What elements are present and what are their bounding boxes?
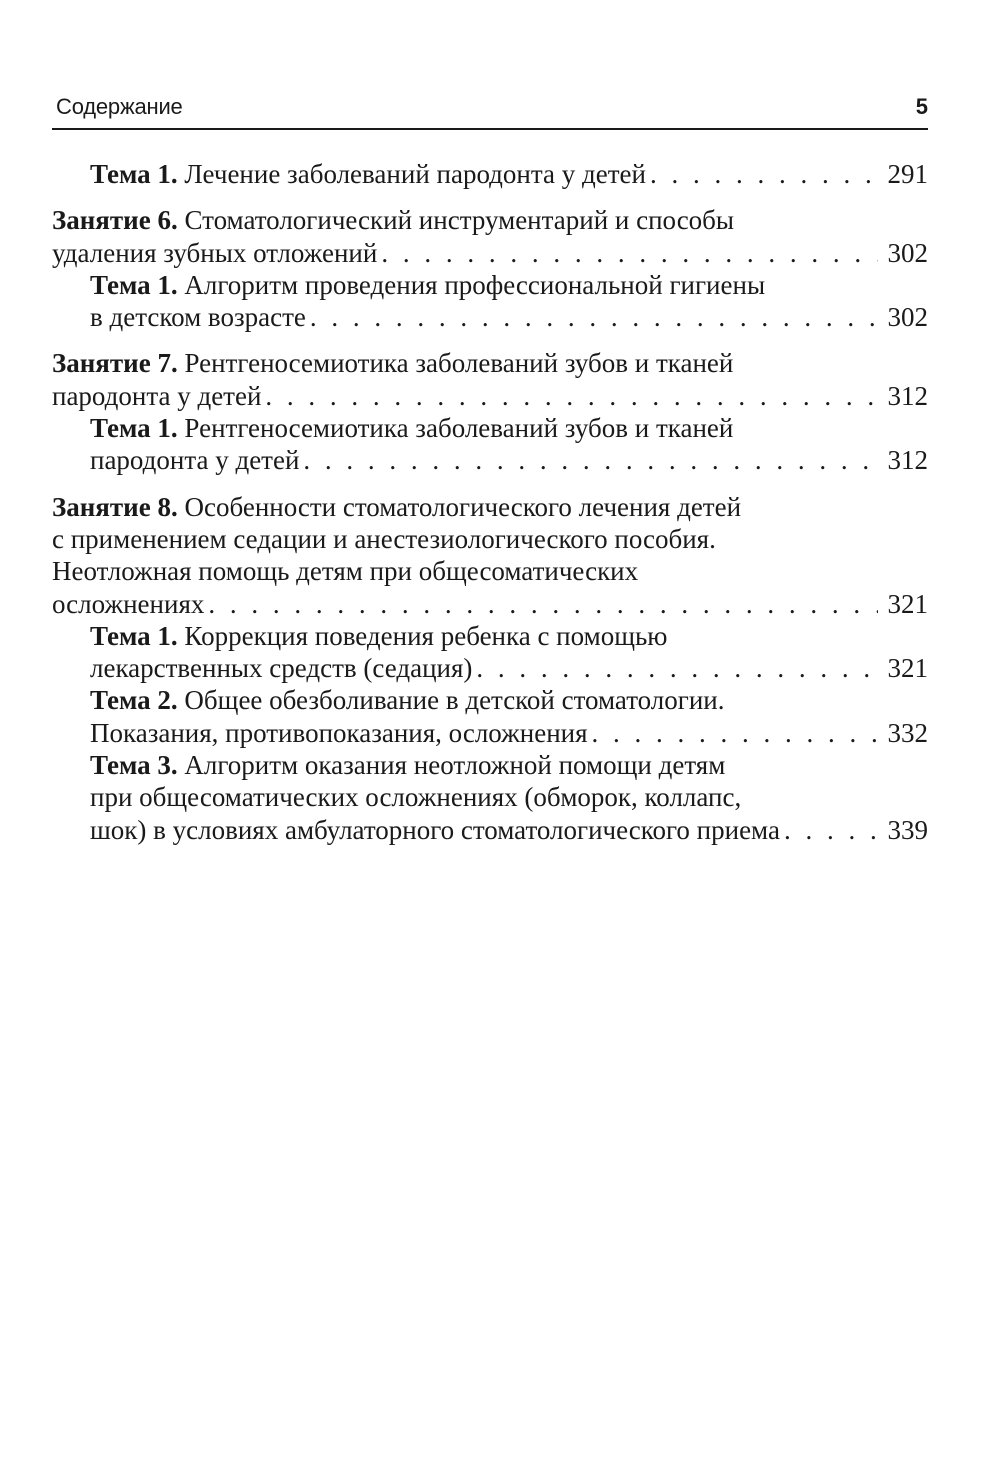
entry-label: Тема 2. xyxy=(90,685,178,716)
toc-topic-entry xyxy=(90,749,928,846)
entry-text: Лечение заболеваний пародонта у детей xyxy=(184,159,646,189)
entry-label: Тема 1. xyxy=(90,269,178,300)
toc-line xyxy=(52,491,928,523)
dot-leader xyxy=(476,652,878,684)
toc-line xyxy=(90,814,928,846)
entry-text: с применением седации и анестезиологического пособия. xyxy=(52,523,716,554)
toc-line xyxy=(90,301,928,333)
entry-label: Тема 1. xyxy=(90,159,178,189)
toc-lesson-entry xyxy=(52,491,928,620)
entry-page-number: 321 xyxy=(887,588,928,619)
toc-lesson-entry xyxy=(52,347,928,412)
entry-label: Занятие 6. xyxy=(52,205,178,236)
toc-lesson-entry xyxy=(52,204,928,269)
entry-text: Показания, противопоказания, осложнения xyxy=(90,717,588,748)
toc-line xyxy=(90,781,928,813)
toc-line xyxy=(90,717,928,749)
entry-text: пародонта у детей xyxy=(90,445,300,476)
entry-text: шок) в условиях амбулаторного стоматологического приема xyxy=(90,814,780,845)
entry-text: Неотложная помощь детям при общесоматических xyxy=(52,556,639,587)
entry-text: Алгоритм оказания неотложной помощи детям xyxy=(184,750,726,781)
toc-line xyxy=(90,652,928,684)
entry-page-number: 302 xyxy=(887,237,928,268)
entry-label: Тема 1. xyxy=(90,413,178,444)
entry-text: осложнениях xyxy=(52,588,205,619)
entry-page-number: 302 xyxy=(887,302,928,333)
entry-text: при общесоматических осложнениях (обморок, коллапс, xyxy=(90,782,742,813)
dot-leader xyxy=(784,814,878,846)
entry-page-number: 321 xyxy=(887,653,928,684)
toc-topic-entry xyxy=(90,269,928,334)
entry-label: Тема 1. xyxy=(90,620,178,651)
toc-line xyxy=(52,555,928,587)
dot-leader xyxy=(303,444,878,476)
entry-label: Занятие 7. xyxy=(52,348,178,379)
entry-label: Тема 3. xyxy=(90,750,178,781)
entry-page-number: 312 xyxy=(887,445,928,476)
toc-topic-entry xyxy=(90,684,928,749)
entry-page-number: 312 xyxy=(887,380,928,411)
toc-line xyxy=(90,412,928,444)
table-of-contents xyxy=(52,148,928,846)
entry-text: лекарственных средств (седация) xyxy=(90,653,473,684)
toc-line xyxy=(52,237,928,269)
entry-text: удаления зубных отложений xyxy=(52,237,378,268)
entry-text: Рентгеносемиотика заболеваний зубов и тканей xyxy=(184,348,734,379)
entry-text: Коррекция поведения ребенка с помощью xyxy=(184,620,668,651)
entry-text: Стоматологический инструментарий и способы xyxy=(184,205,735,236)
dot-leader xyxy=(381,237,878,269)
entry-text: пародонта у детей xyxy=(52,380,262,411)
toc-line xyxy=(52,588,928,620)
toc-line xyxy=(90,444,928,476)
entry-text: Алгоритм проведения профессиональной гигиены xyxy=(184,269,766,300)
toc-line xyxy=(52,523,928,555)
dot-leader xyxy=(208,588,878,620)
dot-leader xyxy=(592,717,878,749)
dot-leader xyxy=(310,301,878,333)
toc-line xyxy=(90,684,928,716)
dot-leader xyxy=(265,380,878,412)
running-header xyxy=(52,92,928,130)
entry-page-number: 291 xyxy=(887,159,928,189)
entry-text: в детском возрасте xyxy=(90,302,306,333)
entry-text: Рентгеносемиотика заболеваний зубов и тканей xyxy=(184,413,734,444)
toc-line xyxy=(90,620,928,652)
toc-line xyxy=(52,347,928,379)
entry-text: Общее обезболивание в детской стоматологии. xyxy=(184,685,725,716)
toc-line xyxy=(90,269,928,301)
entry-page-number: 332 xyxy=(887,717,928,748)
dot-leader xyxy=(650,158,878,190)
toc-topic-entry xyxy=(90,620,928,685)
toc-line xyxy=(52,380,928,412)
toc-topic-entry xyxy=(90,412,928,477)
toc-line xyxy=(52,204,928,236)
section-title: Содержание xyxy=(56,94,183,119)
toc-topic-entry xyxy=(90,158,928,190)
entry-text: Особенности стоматологического лечения детей xyxy=(184,491,742,522)
entry-label: Занятие 8. xyxy=(52,491,178,522)
toc-line xyxy=(90,158,928,190)
toc-line xyxy=(90,749,928,781)
page-number: 5 xyxy=(915,94,928,119)
entry-page-number: 339 xyxy=(887,814,928,845)
